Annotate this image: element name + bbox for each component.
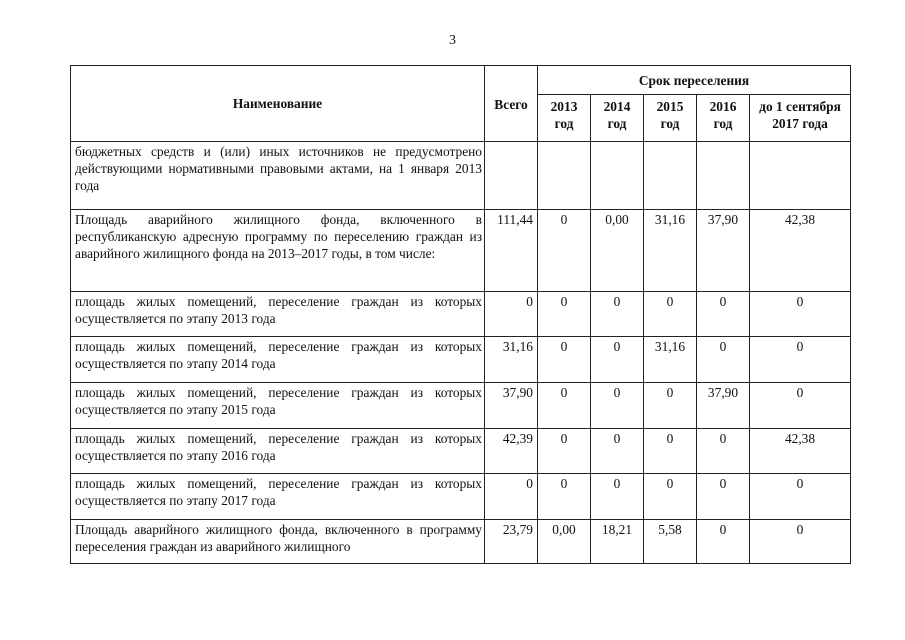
row-2015: 0 bbox=[644, 383, 697, 429]
row-total bbox=[485, 142, 538, 210]
row-2016: 0 bbox=[697, 337, 750, 383]
row-2015: 31,16 bbox=[644, 210, 697, 292]
row-2014: 0 bbox=[591, 474, 644, 520]
row-total: 37,90 bbox=[485, 383, 538, 429]
row-2017: 0 bbox=[750, 337, 851, 383]
header-year-2017: до 1 сентября 2017 года bbox=[750, 95, 851, 142]
row-name: площадь жилых помещений, переселение граждан из которых осуществляется по этапу 2017 года bbox=[71, 474, 485, 520]
row-2016: 37,90 bbox=[697, 383, 750, 429]
row-2013: 0 bbox=[538, 383, 591, 429]
row-total: 31,16 bbox=[485, 337, 538, 383]
row-2013: 0,00 bbox=[538, 520, 591, 564]
table-row bbox=[71, 520, 851, 564]
row-2016 bbox=[697, 142, 750, 210]
row-2014: 0 bbox=[591, 292, 644, 337]
row-2016: 0 bbox=[697, 429, 750, 474]
header-year-2014: 2014 год bbox=[591, 95, 644, 142]
row-2017: 42,38 bbox=[750, 429, 851, 474]
row-name: бюджетных средств и (или) иных источников не предусмотрено действующими нормативными правовыми актами, на 1 января 2013 года bbox=[71, 142, 485, 210]
row-2014: 0 bbox=[591, 429, 644, 474]
resettlement-table bbox=[70, 65, 851, 564]
row-2016: 0 bbox=[697, 520, 750, 564]
row-name: площадь жилых помещений, переселение граждан из которых осуществляется по этапу 2016 года bbox=[71, 429, 485, 474]
table-row bbox=[71, 210, 851, 292]
row-2014 bbox=[591, 142, 644, 210]
row-name: площадь жилых помещений, переселение граждан из которых осуществляется по этапу 2014 года bbox=[71, 337, 485, 383]
row-2017: 0 bbox=[750, 520, 851, 564]
row-2013: 0 bbox=[538, 474, 591, 520]
row-2016: 37,90 bbox=[697, 210, 750, 292]
row-2015: 5,58 bbox=[644, 520, 697, 564]
row-2013: 0 bbox=[538, 210, 591, 292]
row-name: Площадь аварийного жилищного фонда, включенного в республиканскую адресную программу по переселению граждан из аварийного жилищного фонда на 2013–2017 годы, в том числе: bbox=[71, 210, 485, 292]
row-2017: 0 bbox=[750, 474, 851, 520]
row-total: 0 bbox=[485, 292, 538, 337]
row-2015: 0 bbox=[644, 429, 697, 474]
row-2016: 0 bbox=[697, 292, 750, 337]
header-name: Наименование bbox=[71, 66, 485, 142]
row-name: Площадь аварийного жилищного фонда, включенного в программу переселения граждан из аварийного жилищного bbox=[71, 520, 485, 564]
header-total: Всего bbox=[485, 66, 538, 142]
row-2014: 0 bbox=[591, 383, 644, 429]
row-total: 42,39 bbox=[485, 429, 538, 474]
header-year-2015: 2015 год bbox=[644, 95, 697, 142]
table-row bbox=[71, 142, 851, 210]
row-2013: 0 bbox=[538, 337, 591, 383]
header-year-2016: 2016 год bbox=[697, 95, 750, 142]
row-2015 bbox=[644, 142, 697, 210]
row-2017: 0 bbox=[750, 292, 851, 337]
row-2013: 0 bbox=[538, 429, 591, 474]
row-2017: 42,38 bbox=[750, 210, 851, 292]
row-name: площадь жилых помещений, переселение граждан из которых осуществляется по этапу 2015 года bbox=[71, 383, 485, 429]
row-2015: 0 bbox=[644, 474, 697, 520]
row-2017: 0 bbox=[750, 383, 851, 429]
header-year-2013: 2013 год bbox=[538, 95, 591, 142]
row-2013: 0 bbox=[538, 292, 591, 337]
row-2014: 0 bbox=[591, 337, 644, 383]
table-row bbox=[71, 429, 851, 474]
row-2014: 18,21 bbox=[591, 520, 644, 564]
table-row bbox=[71, 474, 851, 520]
row-2015: 0 bbox=[644, 292, 697, 337]
row-2014: 0,00 bbox=[591, 210, 644, 292]
row-total: 111,44 bbox=[485, 210, 538, 292]
row-2015: 31,16 bbox=[644, 337, 697, 383]
row-total: 23,79 bbox=[485, 520, 538, 564]
table-row bbox=[71, 292, 851, 337]
page-number: 3 bbox=[449, 33, 456, 48]
row-name: площадь жилых помещений, переселение граждан из которых осуществляется по этапу 2013 года bbox=[71, 292, 485, 337]
row-2013 bbox=[538, 142, 591, 210]
row-2016: 0 bbox=[697, 474, 750, 520]
header-resettlement-period: Срок переселения bbox=[538, 66, 851, 95]
table-row bbox=[71, 383, 851, 429]
table-row bbox=[71, 337, 851, 383]
row-2017 bbox=[750, 142, 851, 210]
row-total: 0 bbox=[485, 474, 538, 520]
